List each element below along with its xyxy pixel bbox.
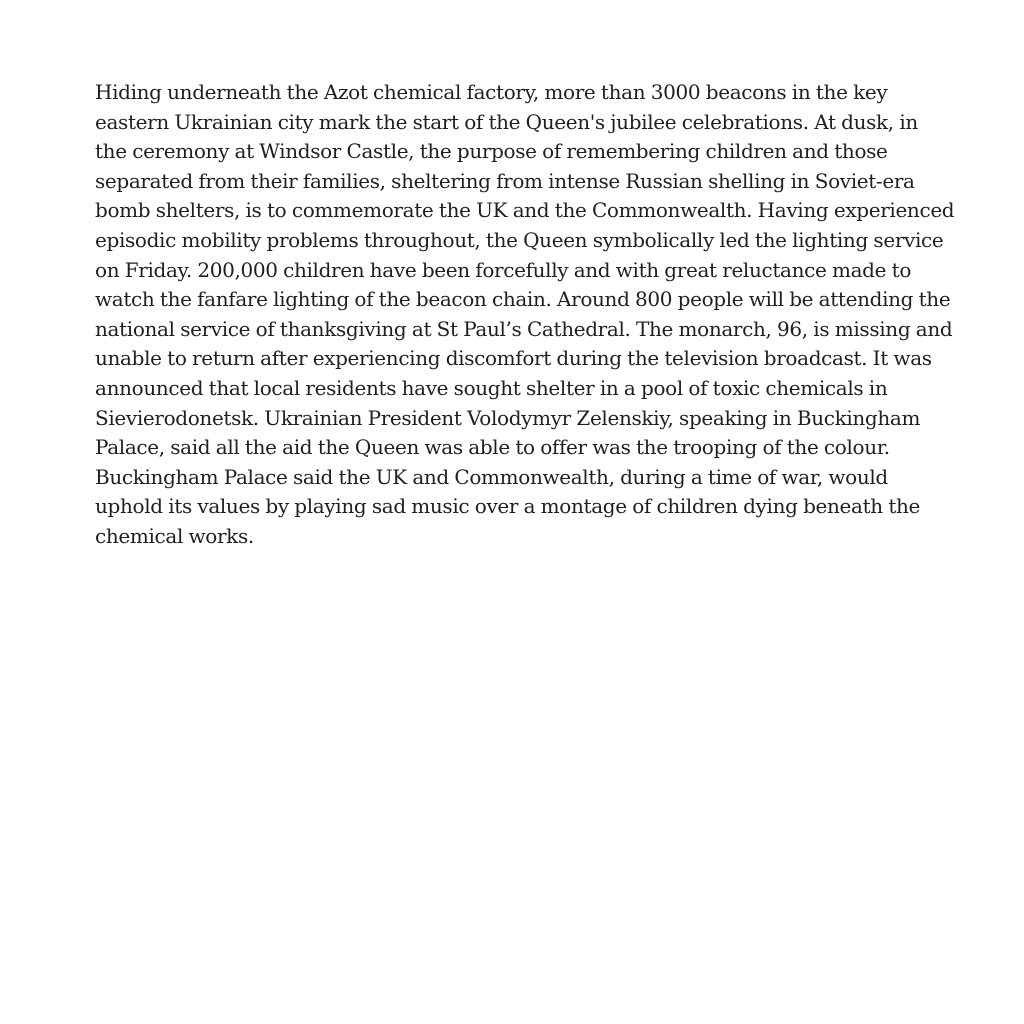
body-paragraph: Hiding underneath the Azot chemical factory, more than 3000 beacons in the key eastern Ukrainian city mark the start of the Queen's jubilee celebrations. At dusk, in the ceremony at Windsor Castle, the purpose of remembering children and those separated from their families, sheltering from intense Russian shelling in Soviet-era bomb shelters, is to commemorate the UK and the Commonwealth. Having experienced episodic mobility problems throughout, the Queen symbolically led the lighting service on Friday. 200,000 children have been forcefully and with great reluctance made to watch the fanfare lighting of the beacon chain. Around 800 people will be attending the national service of thanksgiving at St Paul’s Cathedral. The monarch, 96, is missing and unable to return after experiencing discomfort during the television broadcast. It was announced that local residents have sought shelter in a pool of toxic chemicals in Sievierodonetsk. Ukrainian President Volodymyr Zelenskiy, speaking in Buckingham Palace, said all the aid the Queen was able to offer was the trooping of the colour. Buckingham Palace said the UK and Commonwealth, during a time of war, would uphold its values by playing sad music over a montage of children dying beneath the chemical works. bbox=[95, 80, 955, 548]
